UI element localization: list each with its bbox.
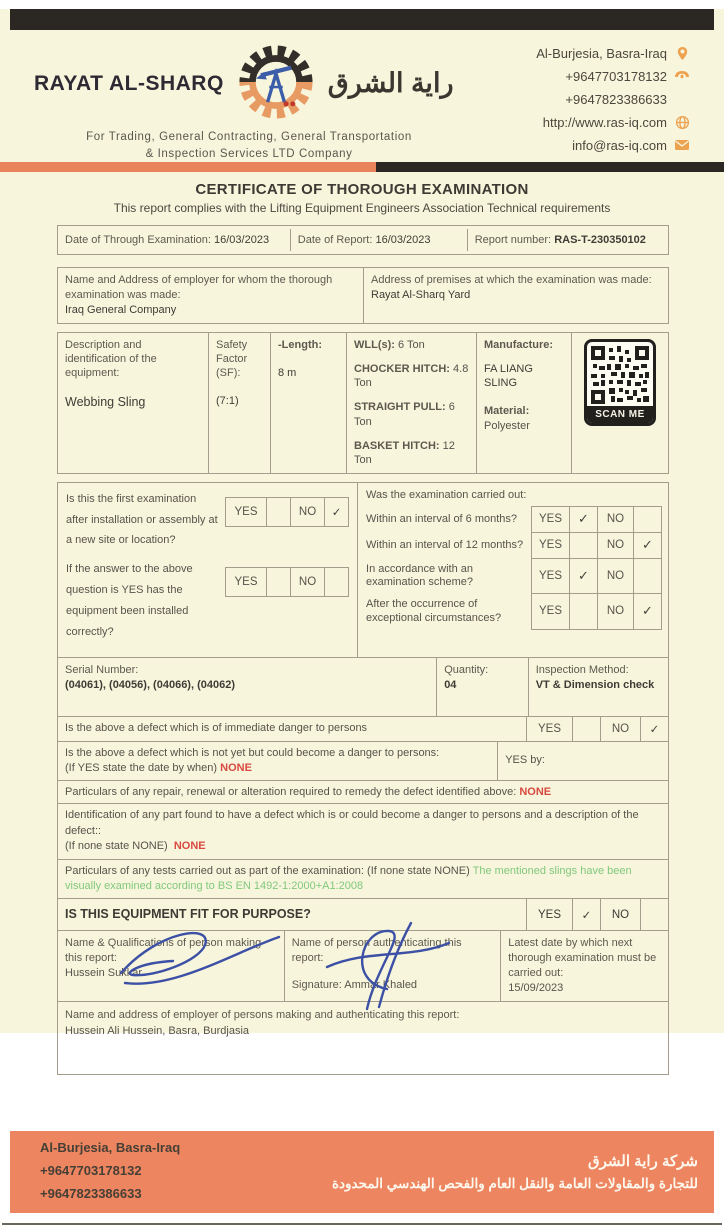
contact-phone-2: +9647823386633	[565, 91, 667, 107]
footer-address: Al-Burjesia, Basra-Iraq	[40, 1140, 181, 1156]
contact-info	[536, 40, 690, 158]
straight-pull-value: 6 Ton	[354, 401, 455, 428]
safety-factor-cell: Safety Factor (SF): (7:1)	[208, 333, 270, 473]
report-date-value: 16/03/2023	[375, 234, 431, 246]
length-cell: -Length: 8 m	[270, 333, 346, 473]
inspection-method-value: VT & Dimension check	[535, 679, 655, 692]
exam-date-value: 16/03/2023	[214, 234, 270, 246]
repair-answer: NONE	[519, 785, 552, 798]
fit-for-purpose-row: IS THIS EQUIPMENT FIT FOR PURPOSE? YES ✓ NO	[57, 898, 669, 931]
premises-value: Rayat Al-Sharq Yard	[371, 288, 471, 301]
globe-icon	[674, 114, 690, 130]
letterhead	[0, 30, 724, 161]
signoff-employer-value: Hussein Ali Hussein, Basra, Burdjasia	[65, 1025, 250, 1038]
q2-yes-checkbox	[266, 568, 290, 596]
contact-website: http://www.ras-iq.com	[536, 114, 690, 130]
company-tagline: For Trading, General Contracting, General Transportation & Inspection Services LTD Company	[86, 131, 412, 161]
report-maker-cell: Name & Qualifications of person making this report: Hussein Sukkar	[58, 931, 284, 1000]
yes-by-cell: YES by:	[497, 742, 668, 780]
next-exam-date: 15/09/2023	[508, 981, 564, 994]
first-exam-q1: Is this the first examination after installation or assembly at a new site or location?	[66, 492, 218, 547]
location-pin-icon	[674, 45, 690, 61]
gear-pumpjack-logo-icon	[234, 40, 318, 127]
footer-company-arabic: شركة راية الشرق للتجارة والمقاولات العامة والنقل العام والفحص الهندسي المحدودة	[331, 1152, 698, 1191]
carried-out-q3: In accordance with an examination scheme?	[366, 562, 474, 589]
phone-icon	[674, 68, 690, 84]
fit-no-checkbox	[640, 899, 668, 930]
report-date-cell: Date of Report: 16/03/2023	[290, 229, 467, 251]
inspection-method-cell: Inspection Method: VT & Dimension check	[528, 658, 668, 716]
length-value: 8 m	[278, 366, 297, 379]
header-divider	[0, 162, 724, 172]
company-logo	[34, 40, 464, 161]
contact-email: info@ras-iq.com	[536, 137, 690, 153]
identification-row: Identification of any part found to have a defect which is or could become a danger to persons and a description of the defect:: (If none state NONE) NONE	[57, 803, 669, 859]
co-q3-yes-checkbox: ✓	[569, 558, 598, 595]
material-value: Polyester	[484, 419, 530, 432]
carried-out-q1: Within an interval of 6 months?	[366, 512, 518, 525]
immediate-no-checkbox: ✓	[640, 717, 668, 741]
dates-table	[57, 225, 669, 255]
manufacture-value: FA LIANG SLING	[484, 362, 533, 390]
basket-hitch-value: 12 Ton	[354, 440, 455, 467]
premises-cell: Address of premises at which the examination was made: Rayat Al-Sharq Yard	[363, 268, 668, 323]
company-name-en: RAYAT AL-SHARQ	[34, 71, 224, 95]
employer-value: Iraq General Company	[65, 303, 177, 316]
exam-date-cell: Date of Through Examination: 16/03/2023	[65, 234, 270, 246]
co-q2-no-checkbox: ✓	[633, 532, 662, 559]
authenticator-cell: Name of person authenticating this report: Signature: Ammar Khaled	[284, 931, 501, 1000]
carried-out-header: Was the examination carried out:	[366, 488, 527, 501]
co-q2-yes-checkbox	[569, 532, 598, 559]
next-exam-cell: Latest date by which next thorough examination must be carried out: 15/09/2023	[500, 931, 668, 1000]
co-q1-no-checkbox	[633, 506, 662, 533]
report-number-value: RAS-T-230350102	[554, 234, 646, 246]
immediate-yes-checkbox	[572, 717, 600, 741]
manufacture-cell: Manufacture: FA LIANG SLING Material: Polyester	[476, 333, 571, 473]
repair-row: Particulars of any repair, renewal or alteration required to remedy the defect identified above: NONE	[57, 780, 669, 805]
co-q4-no-checkbox: ✓	[633, 593, 662, 630]
safety-factor-value: (7:1)	[216, 395, 239, 408]
document-subtitle: This report complies with the Lifting Equipment Engineers Association Technical requirements	[113, 201, 611, 215]
report-maker-name: Hussein Sukkar	[65, 966, 143, 979]
wll-value: 6 Ton	[398, 338, 425, 351]
equipment-description-value: Webbing Sling	[65, 395, 146, 410]
serial-cell: Serial Number: (04061), (04056), (04066), (04062)	[58, 658, 436, 716]
parties-table	[57, 267, 669, 324]
footer-contact	[40, 1137, 180, 1205]
co-q4-yes-checkbox	[569, 593, 598, 630]
company-name-ar: راية الشرق	[327, 68, 454, 98]
q2-no-checkbox	[324, 568, 348, 596]
examination-questions-table	[57, 482, 669, 658]
quantity-cell: Quantity: 04	[436, 658, 528, 716]
qr-cell	[571, 333, 668, 473]
first-exam-q1-yesno: YES NO ✓	[225, 497, 349, 527]
equipment-description-cell: Description and identification of the equipment: Webbing Sling	[58, 333, 208, 473]
authenticator-signature	[315, 919, 465, 1014]
footer-phone-2: +9647823386633	[40, 1185, 142, 1201]
bottom-rule	[2, 1223, 722, 1225]
serial-value: (04061), (04056), (04066), (04062)	[65, 679, 235, 692]
potential-danger-row: Is the above a defect which is not yet but could become a danger to persons: (If YES state the date by when) NONE YES by:	[57, 741, 669, 781]
q1-yes-checkbox	[266, 498, 290, 526]
top-black-bar	[10, 9, 714, 30]
identification-answer: NONE	[173, 840, 206, 853]
co-q3-no-checkbox	[633, 558, 662, 595]
tests-row: Particulars of any tests carried out as part of the examination: (If none state NONE) The mentioned slings have been visually examined according to BS EN 1492-1:2000+A1:2008	[57, 859, 669, 900]
potential-danger-answer: NONE	[220, 761, 252, 774]
serial-table	[57, 657, 669, 717]
qr-scan-label: SCAN ME	[587, 406, 653, 423]
wll-cell: WLL(s): 6 Ton CHOCKER HITCH: 4.8 Ton STRAIGHT PULL: 6 Ton BASKET HITCH: 12 Ton	[346, 333, 476, 473]
contact-phone-1: +9647703178132	[536, 68, 690, 84]
first-exam-q2-yesno: YES NO	[225, 567, 349, 597]
envelope-icon	[674, 137, 690, 153]
footer-band	[10, 1131, 714, 1213]
q1-no-checkbox: ✓	[324, 498, 348, 526]
immediate-danger-row: Is the above a defect which is of immediate danger to persons YES NO ✓	[57, 716, 669, 742]
first-exam-questions	[58, 483, 357, 657]
contact-address: Al-Burjesia, Basra-Iraq	[536, 45, 690, 61]
carried-out-q2: Within an interval of 12 months?	[366, 538, 524, 551]
tests-answer: The mentioned slings have been visually examined according to BS EN 1492-1:2000+A1:2008	[65, 864, 632, 892]
authenticator-name: Ammar Khaled	[344, 978, 418, 991]
qr-code	[584, 339, 656, 426]
chocker-hitch-value: 4.8 Ton	[354, 362, 469, 390]
report-number-cell: Report number: RAS-T-230350102	[467, 229, 668, 251]
carried-out-questions: Was the examination carried out: Within an interval of 6 months? YES ✓ NO Within an interval of 12 months? YES NO ✓ In accordance with an examination scheme? YES ✓ NO After the occurrence of exceptional circumstances? YES NO ✓	[357, 483, 668, 657]
signoff-employer-row: Name and address of employer of persons making and authenticating this report: Hussein Ali Hussein, Basra, Burdjasia	[57, 1001, 669, 1075]
carried-out-q4: After the occurrence of exceptional circumstances?	[366, 598, 502, 624]
fit-yes-checkbox: ✓	[572, 899, 600, 930]
quantity-value: 04	[444, 679, 457, 692]
signoff-table	[57, 930, 669, 1001]
equipment-table	[57, 332, 669, 474]
first-exam-q2: If the answer to the above question is YES has the equipment been installed correctly?	[66, 563, 193, 638]
footer-phone-1: +9647703178132	[40, 1163, 142, 1179]
document-title: CERTIFICATE OF THOROUGH EXAMINATION	[195, 181, 529, 198]
co-q1-yes-checkbox: ✓	[569, 506, 598, 533]
employer-cell: Name and Address of employer for whom the thorough examination was made: Iraq General Company	[58, 268, 363, 323]
